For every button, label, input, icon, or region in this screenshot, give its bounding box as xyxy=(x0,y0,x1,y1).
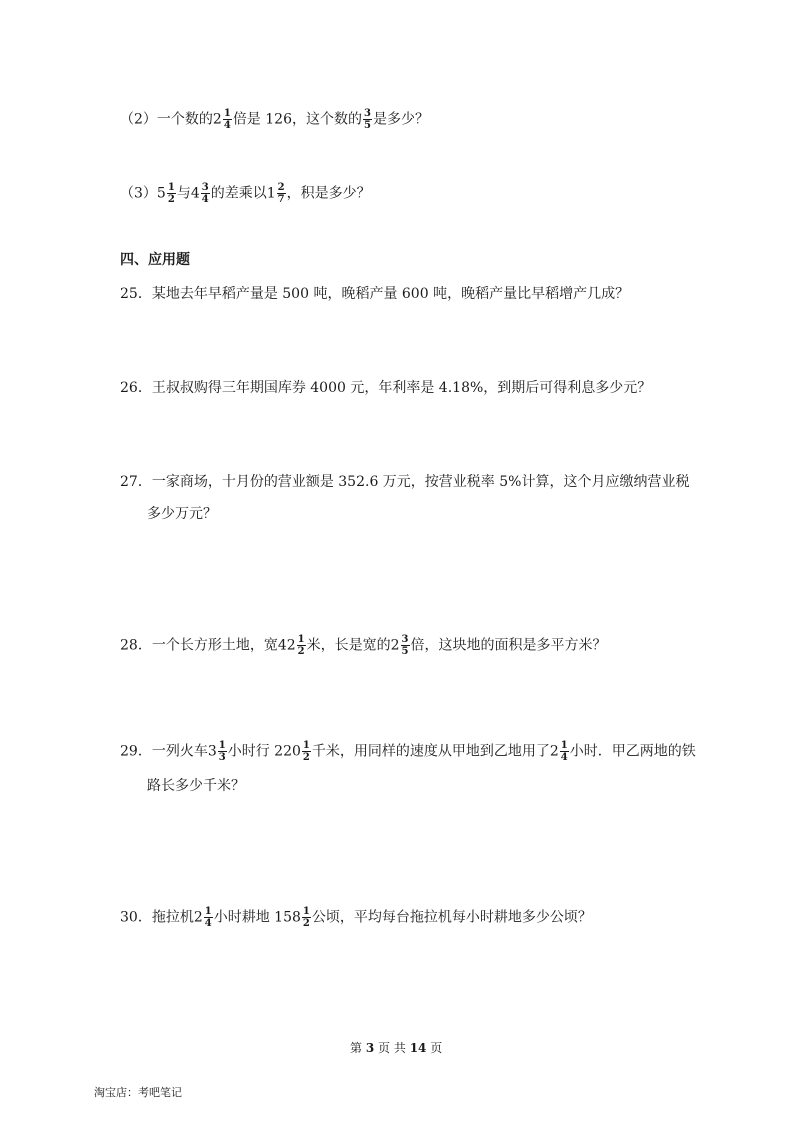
q3-frac1-whole: 5 xyxy=(156,185,166,202)
q3-frac2-whole: 4 xyxy=(190,185,200,202)
q29-number: 29． xyxy=(120,743,152,760)
q30-fraction-1 xyxy=(204,906,213,929)
fraction-numerator: 1 xyxy=(302,740,310,751)
fraction-denominator: 2 xyxy=(167,194,175,205)
fraction-numerator: 1 xyxy=(223,108,231,119)
q3-fraction-1 xyxy=(167,182,176,205)
question-2 xyxy=(120,108,429,131)
q30-number: 30． xyxy=(120,909,152,926)
footer-text-2: 页 共 xyxy=(378,1041,406,1055)
question-25 xyxy=(120,284,629,304)
q28-fraction-1 xyxy=(297,634,306,657)
q3-suffix: ，积是多少？ xyxy=(286,185,371,202)
question-28 xyxy=(120,634,607,657)
shop-label: 淘宝店：考吧笔记 xyxy=(94,1086,182,1099)
fraction-denominator: 2 xyxy=(302,752,310,763)
question-27-continued: 多少万元？ xyxy=(147,506,217,522)
question-29 xyxy=(120,740,696,763)
q28-text-1: 一个长方形土地，宽 xyxy=(151,637,278,654)
fraction-numerator: 1 xyxy=(167,182,175,193)
fraction-denominator: 3 xyxy=(218,752,226,763)
q2-mid: 倍是 126，这个数的 xyxy=(232,111,362,128)
q26-number: 26． xyxy=(120,380,152,396)
q29-frac1-whole: 3 xyxy=(207,743,217,760)
q26-text: 王叔叔购得三年期国库券 4000 元，年利率是 4.18%，到期后可得利息多少元？ xyxy=(151,380,652,396)
q3-prefix: （3） xyxy=(120,185,157,202)
fraction-numerator: 1 xyxy=(297,634,305,645)
q2-prefix: （2）一个数的 xyxy=(120,111,213,128)
question-3 xyxy=(120,182,371,205)
q30-frac1-whole: 2 xyxy=(193,909,203,926)
q3-text-2: 的差乘以 xyxy=(210,185,267,202)
q30-text-3: 公顷，平均每台拖拉机每小时耕地多少公顷？ xyxy=(311,909,592,926)
page-footer xyxy=(350,1040,442,1056)
question-30 xyxy=(120,906,592,929)
q28-fraction-2 xyxy=(401,634,410,657)
fraction-numerator: 2 xyxy=(277,182,285,193)
q29-fraction-3 xyxy=(560,740,569,763)
q25-number: 25． xyxy=(120,286,152,302)
fraction-numerator: 1 xyxy=(302,906,310,917)
q28-text-2: 米，长是宽的 xyxy=(306,637,391,654)
fraction-denominator: 2 xyxy=(297,646,305,657)
q2-suffix: 是多少？ xyxy=(372,111,429,128)
question-27 xyxy=(120,472,689,492)
fraction-denominator: 5 xyxy=(401,646,409,657)
total-pages: 14 xyxy=(409,1041,427,1055)
section-title: 四、应用题 xyxy=(120,252,190,268)
q29-frac3-whole: 2 xyxy=(549,743,559,760)
q3-fraction-3 xyxy=(277,182,286,205)
q28-frac1-whole: 42 xyxy=(277,637,296,654)
fraction-numerator: 3 xyxy=(363,108,371,119)
fraction-numerator: 1 xyxy=(204,906,212,917)
q29-text-1: 一列火车 xyxy=(151,743,208,760)
question-29-continued: 路长多少千米？ xyxy=(147,778,245,794)
footer-text-1: 第 xyxy=(350,1041,363,1055)
q29-text-2: 小时行 220 xyxy=(227,743,301,760)
footer-text-3: 页 xyxy=(430,1041,443,1055)
fraction-numerator: 3 xyxy=(401,634,409,645)
q25-text: 某地去年早稻产量是 500 吨，晚稻产量 600 吨，晚稻产量比早稻增产几成？ xyxy=(151,286,630,302)
fraction-denominator: 4 xyxy=(204,918,212,929)
fraction-denominator: 4 xyxy=(201,194,209,205)
fraction-numerator: 1 xyxy=(218,740,226,751)
q28-number: 28． xyxy=(120,637,152,654)
page-number: 3 xyxy=(365,1041,375,1055)
q3-text-1: 与 xyxy=(176,185,191,202)
q27-number: 27． xyxy=(120,474,152,490)
q28-frac2-whole: 2 xyxy=(390,637,400,654)
q30-text-1: 拖拉机 xyxy=(151,909,194,926)
q27-line1: 一家商场，十月份的营业额是 352.6 万元，按营业税率 5%计算，这个月应缴纳营业税 xyxy=(151,474,690,490)
fraction-denominator: 2 xyxy=(302,918,310,929)
q29-fraction-1 xyxy=(218,740,227,763)
q30-fraction-2 xyxy=(302,906,311,929)
fraction-denominator: 5 xyxy=(363,120,371,131)
question-26 xyxy=(120,378,651,398)
q2-fraction-1 xyxy=(223,108,232,131)
q2-frac1-whole: 2 xyxy=(212,111,222,128)
fraction-denominator: 7 xyxy=(277,194,285,205)
q29-fraction-2 xyxy=(302,740,311,763)
fraction-denominator: 4 xyxy=(223,120,231,131)
q3-frac3-whole: 1 xyxy=(266,185,276,202)
q3-fraction-2 xyxy=(201,182,210,205)
q28-text-3: 倍，这块地的面积是多平方米？ xyxy=(410,637,607,654)
q29-text-4: 小时．甲乙两地的铁 xyxy=(569,743,696,760)
fraction-numerator: 1 xyxy=(560,740,568,751)
fraction-denominator: 4 xyxy=(560,752,568,763)
q30-text-2: 小时耕地 158 xyxy=(213,909,301,926)
q29-text-3: 千米，用同样的速度从甲地到乙地用了 xyxy=(311,743,550,760)
q2-fraction-2 xyxy=(363,108,372,131)
fraction-numerator: 3 xyxy=(201,182,209,193)
